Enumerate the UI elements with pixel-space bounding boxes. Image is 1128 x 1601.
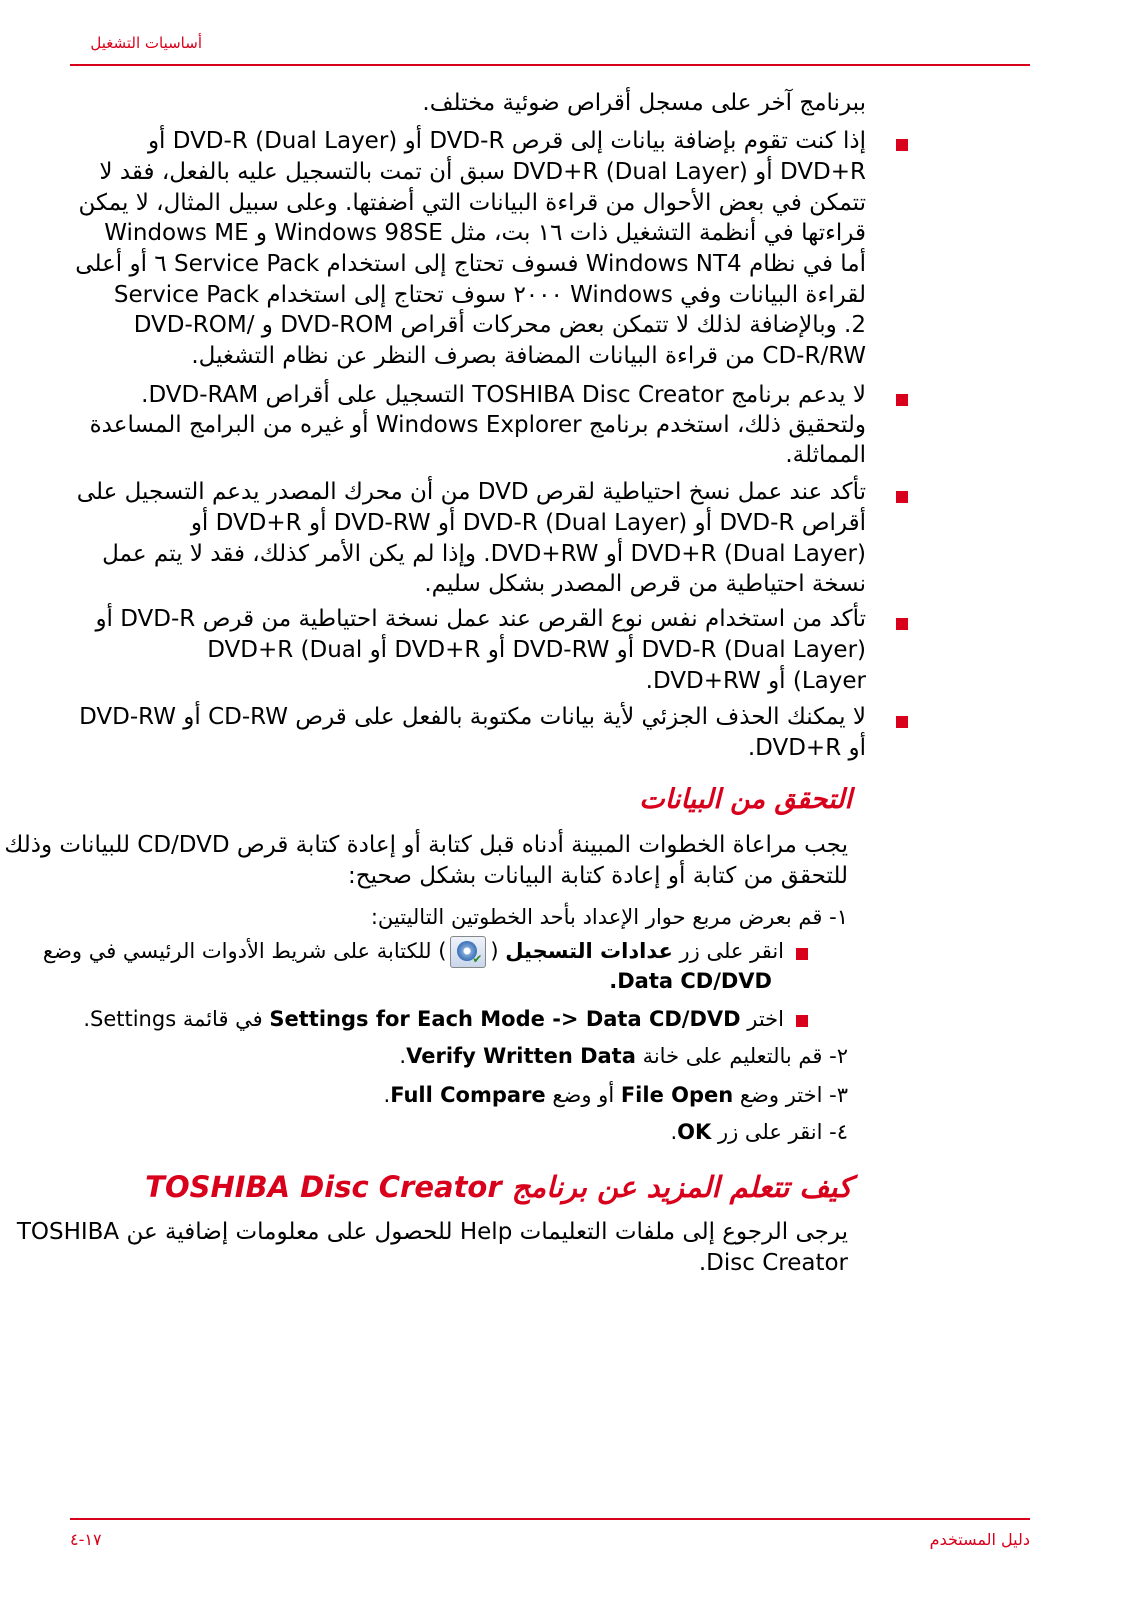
bullet-square-icon xyxy=(896,716,908,728)
section2-para-line: Disc Creator. xyxy=(698,1250,848,1276)
step-number: ٢- xyxy=(829,1044,848,1068)
checkmark-icon: ✔ xyxy=(472,952,483,966)
footer-rule xyxy=(70,1518,1030,1520)
header-title: أساسيات التشغيل xyxy=(90,34,202,52)
ok-label: OK xyxy=(677,1120,712,1144)
step-text: . xyxy=(399,1044,407,1068)
bullet-square-icon xyxy=(896,394,908,406)
step-number: ٤- xyxy=(829,1120,848,1144)
step-text: قم بعرض مربع حوار الإعداد بأحد الخطوتين التاليتين: xyxy=(370,905,823,929)
section-heading-learn-more: كيف تتعلم المزيد عن برنامج TOSHIBA Disc Creator xyxy=(145,1170,852,1204)
bullet-line: أقراص DVD-R أو DVD-R (Dual Layer) أو DVD-RW أو DVD+R أو xyxy=(190,510,866,536)
bullet-line: لا يمكنك الحذف الجزئي لأية بيانات مكتوبة بالفعل على قرص CD-RW أو DVD-RW xyxy=(79,704,866,730)
bullet-line: DVD+R أو DVD+R (Dual Layer) سبق أن تمت بالتسجيل عليه بالفعل، فقد لا xyxy=(99,159,866,185)
file-open-label: File Open xyxy=(620,1083,734,1107)
bullet-line: أو DVD+R. xyxy=(747,735,866,761)
section2-para-line: يرجى الرجوع إلى ملفات التعليمات Help للحصول على معلومات إضافية عن TOSHIBA xyxy=(16,1219,848,1245)
verify-written-data-label: Verify Written Data xyxy=(406,1044,636,1068)
bullet-line: DVD+R (Dual Layer) أو DVD+RW. وإذا لم يكن الأمر كذلك، فقد لا يتم عمل xyxy=(102,541,866,567)
step-text: اختر وضع xyxy=(733,1083,823,1107)
full-compare-label: Full Compare xyxy=(390,1083,546,1107)
bullet-line: تتمكن في بعض الأحوال من قراءة البيانات التي أضفتها. وعلى سبيل المثال، لا يمكن xyxy=(78,190,866,216)
step-number: ٣- xyxy=(829,1083,848,1107)
bullet-line: أما في نظام Windows NT4 فسوف تحتاج إلى استخدام Service Pack ٦ أو أعلى xyxy=(75,251,866,277)
bullet-line: CD-R/RW من قراءة البيانات المضافة بصرف النظر عن نظام التشغيل. xyxy=(191,343,866,369)
bullet-square-icon xyxy=(896,139,908,151)
bullet-square-icon xyxy=(896,618,908,630)
bullet-line: المماثلة. xyxy=(785,442,866,468)
bullet-line: 2. وبالإضافة لذلك لا تتمكن بعض محركات أقراص DVD-ROM و /DVD-ROM xyxy=(133,312,866,338)
bullet-square-icon xyxy=(896,491,908,503)
intro-line: ببرنامج آخر على مسجل أقراص ضوئية مختلف. xyxy=(422,90,866,116)
section1-para-line: للتحقق من كتابة أو إعادة كتابة البيانات بشكل صحيح: xyxy=(347,863,848,889)
sub-step-text: ) للكتابة على شريط الأدوات الرئيسي في وضع xyxy=(42,939,447,963)
bullet-line: نسخة احتياطية من قرص المصدر بشكل سليم. xyxy=(424,571,866,597)
bullet-line: Layer) أو DVD+RW. xyxy=(645,668,866,694)
section1-para-line: يجب مراعاة الخطوات المبينة أدناه قبل كتابة أو إعادة كتابة قرص CD/DVD للبيانات وذلك xyxy=(4,832,848,858)
bullet-line: ولتحقيق ذلك، استخدم برنامج Windows Explorer أو غيره من البرامج المساعدة xyxy=(89,412,866,438)
section2-body xyxy=(16,0,848,1500)
bullet-line: DVD-R (Dual Layer) أو DVD-RW أو DVD+R أو DVD+R (Dual xyxy=(207,637,866,663)
bullet-line: قراءتها في أنظمة التشغيل ذات ١٦ بت، مثل Windows 98SE و Windows ME xyxy=(104,220,866,246)
step-text: قم بالتعليم على خانة xyxy=(635,1044,823,1068)
step-text: . xyxy=(670,1120,678,1144)
sub-step-text: اختر xyxy=(740,1007,784,1031)
bullet-line: تأكد من استخدام نفس نوع القرص عند عمل نسخة احتياطية من قرص DVD-R أو xyxy=(95,606,866,632)
paren-open: ( xyxy=(490,939,506,963)
bullet-line: تأكد عند عمل نسخ احتياطية لقرص DVD من أن محرك المصدر يدعم التسجيل على xyxy=(76,479,866,505)
step-text: انقر على زر xyxy=(711,1120,823,1144)
settings-path: Settings for Each Mode -> Data CD/DVD xyxy=(269,1007,741,1031)
step-text: . xyxy=(383,1083,391,1107)
record-settings-label: عدادات التسجيل xyxy=(505,939,673,963)
section-heading-verify: التحقق من البيانات xyxy=(639,784,852,815)
step-number: ١- xyxy=(829,905,848,929)
sub-step-text: انقر على زر xyxy=(672,939,784,963)
step-text: أو وضع xyxy=(545,1083,621,1107)
bullet-line: لا يدعم برنامج TOSHIBA Disc Creator التسجيل على أقراص DVD-RAM. xyxy=(141,382,866,408)
bullet-line: إذا كنت تقوم بإضافة بيانات إلى قرص DVD-R أو DVD-R (Dual Layer) أو xyxy=(147,128,866,154)
sub-step-text: في قائمة Settings. xyxy=(83,1007,270,1031)
sub-step-1-mode: Data CD/DVD. xyxy=(609,969,772,993)
page-number: ١٧-٤ xyxy=(70,1530,102,1549)
footer-title: دليل المستخدم xyxy=(929,1530,1030,1549)
bullet-line: لقراءة البيانات وفي Windows ٢٠٠٠ سوف تحتاج إلى استخدام Service Pack xyxy=(113,282,866,308)
